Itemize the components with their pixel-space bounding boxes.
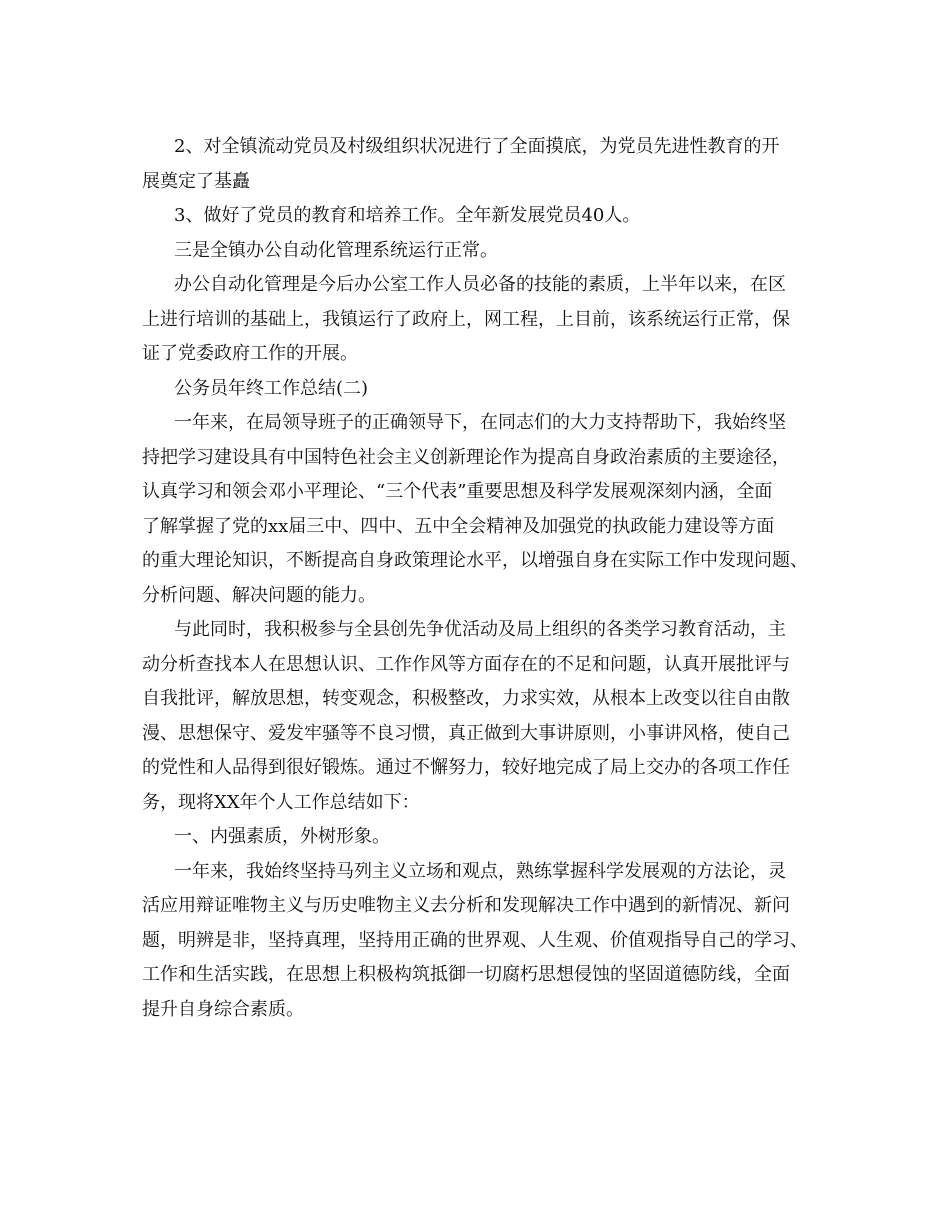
text-line: 证了党委政府工作的开展。 [142, 343, 358, 364]
text-line: 务，现将XX年个人工作总结如下： [142, 791, 420, 813]
text-line: 一、内强素质，外树形象。 [174, 826, 390, 847]
text-line: 认真学习和领会邓小平理论、“三个代表”重要思想及科学发展观深刻内涵，全面 [142, 481, 773, 502]
text-line: 工作和生活实践，在思想上积极构筑抵御一切腐朽思想侵蚀的坚固道德防线，全面 [142, 964, 790, 985]
text-line: 了解掌握了党的xx届三中、四中、五中全会精神及加强党的执政能力建设等方面 [142, 515, 775, 537]
text-line: 一年来，在局领导班子的正确领导下，在同志们的大力支持帮助下，我始终坚 [174, 412, 786, 433]
text-line: 展奠定了基矗 [142, 170, 250, 192]
text-line: 活应用辩证唯物主义与历史唯物主义去分析和发现解决工作中遇到的新情况、新问 [142, 895, 790, 916]
text-line: 题，明辨是非，坚持真理，坚持用正确的世界观、人生观、价值观指导自己的学习、 [142, 929, 808, 951]
text-line: 公务员年终工作总结(二) [174, 377, 369, 399]
text-line: 的党性和人品得到很好锻炼。通过不懈努力，较好地完成了局上交办的各项工作任 [142, 757, 790, 778]
text-line: 动分析查找本人在思想认识、工作作风等方面存在的不足和问题，认真开展批评与 [142, 653, 790, 675]
text-line: 办公自动化管理是今后办公室工作人员必备的技能的素质，上半年以来，在区 [174, 274, 786, 295]
text-line: 2、对全镇流动党员及村级组织状况进行了全面摸底，为党员先进性教育的开 [174, 136, 780, 157]
text-line: 分析问题、解决问题的能力。 [142, 584, 376, 606]
text-line: 提升自身综合素质。 [142, 998, 304, 1020]
text-line: 3、做好了党员的教育和培养工作。全年新发展党员40人。 [174, 205, 641, 226]
document-body [142, 130, 822, 1027]
text-line: 自我批评，解放思想，转变观念，积极整改，力求实效，从根本上改变以往自由散 [142, 688, 790, 709]
text-line: 与此同时，我积极参与全县创先争优活动及局上组织的各类学习教育活动，主 [174, 619, 786, 640]
text-line: 一年来，我始终坚持马列主义立场和观点，熟练掌握科学发展观的方法论，灵 [174, 860, 786, 882]
text-line: 漫、思想保守、爱发牢骚等不良习惯，真正做到大事讲原则，小事讲风格，使自己 [142, 722, 790, 744]
text-line: 三是全镇办公自动化管理系统运行正常。 [174, 239, 498, 261]
text-line: 持把学习建设具有中国特色社会主义创新理论作为提高自身政治素质的主要途径， [142, 446, 790, 468]
text-line: 上进行培训的基础上，我镇运行了政府上，网工程，上目前，该系统运行正常，保 [142, 308, 790, 330]
text-line: 的重大理论知识，不断提高自身政策理论水平，以增强自身在实际工作中发现问题、 [142, 550, 808, 571]
